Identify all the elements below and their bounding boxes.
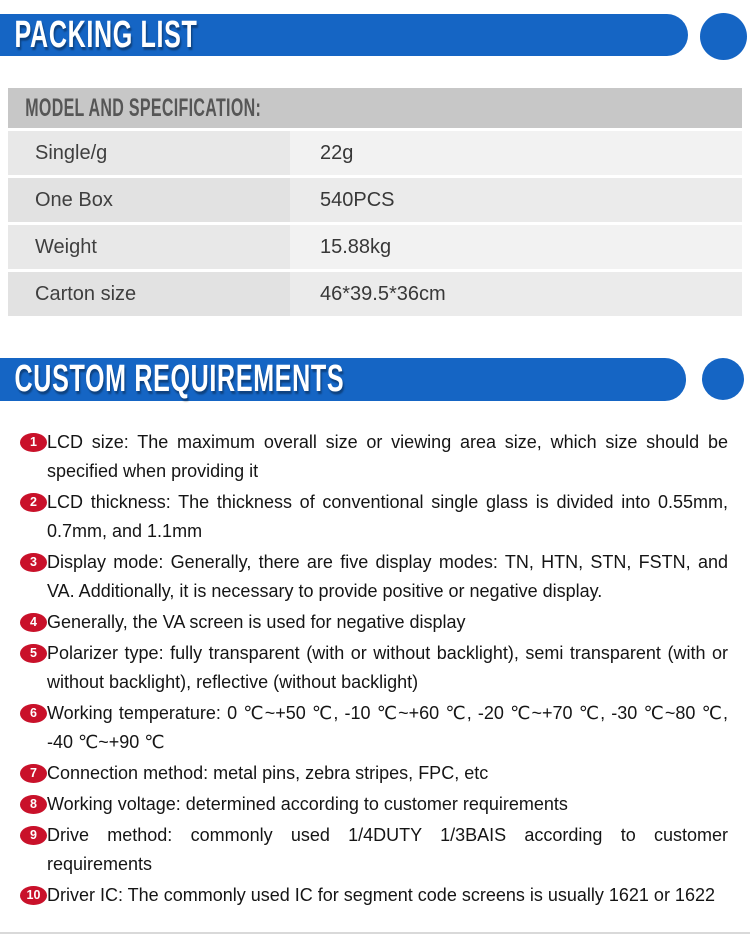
list-item [20, 759, 728, 788]
custom-requirements-banner [0, 358, 686, 401]
spec-value: 15.88kg [290, 225, 742, 269]
list-item [20, 548, 728, 606]
spec-value: 22g [290, 131, 742, 175]
table-row [8, 131, 742, 175]
item-text: LCD size: The maximum overall size or viewing area size, which size should be specified when providing it [47, 432, 728, 481]
item-number-badge: 1 [20, 433, 47, 452]
item-number-badge: 2 [20, 493, 47, 512]
spec-table-header-label: MODEL AND SPECIFICATION: [25, 93, 262, 122]
item-text: LCD thickness: The thickness of conventional single glass is divided into 0.55mm, 0.7mm, and 1.1mm [47, 492, 728, 541]
list-item [20, 790, 728, 819]
item-text: Drive method: commonly used 1/4DUTY 1/3BAIS according to customer requirements [47, 825, 728, 874]
spec-value: 46*39.5*36cm [290, 272, 742, 316]
list-item [20, 608, 728, 637]
spec-table-header [8, 88, 742, 128]
list-item [20, 639, 728, 697]
table-row [8, 225, 742, 269]
item-number-badge: 8 [20, 795, 47, 814]
requirements-list [20, 428, 728, 912]
item-text: Generally, the VA screen is used for negative display [47, 612, 466, 632]
item-number-badge: 7 [20, 764, 47, 783]
item-text: Display mode: Generally, there are five display modes: TN, HTN, STN, FSTN, and VA. Additionally, it is necessary to provide positive or negative display. [47, 552, 728, 601]
list-item [20, 881, 728, 910]
packing-list-title: PACKING LIST [14, 13, 198, 56]
item-text: Connection method: metal pins, zebra stripes, FPC, etc [47, 763, 489, 783]
item-number-badge: 3 [20, 553, 47, 572]
spec-label: Carton size [8, 272, 290, 316]
item-number-badge: 6 [20, 704, 47, 723]
list-item [20, 821, 728, 879]
item-number-badge: 9 [20, 826, 47, 845]
item-text: Driver IC: The commonly used IC for segment code screens is usually 1621 or 1622 [47, 885, 715, 905]
item-text: Working voltage: determined according to customer requirements [47, 794, 568, 814]
spec-value: 540PCS [290, 178, 742, 222]
packing-list-banner [0, 14, 688, 56]
spec-label: Weight [8, 225, 290, 269]
banner-dot-icon [700, 13, 747, 60]
table-row [8, 272, 742, 316]
list-item [20, 699, 728, 757]
spec-label: One Box [8, 178, 290, 222]
item-number-badge: 10 [20, 886, 47, 905]
spec-table [8, 88, 742, 316]
item-number-badge: 4 [20, 613, 47, 632]
table-row [8, 178, 742, 222]
custom-requirements-title: CUSTOM REQUIREMENTS [14, 358, 345, 400]
list-item [20, 428, 728, 486]
banner-dot-icon [702, 358, 744, 400]
spec-label: Single/g [8, 131, 290, 175]
item-number-badge: 5 [20, 644, 47, 663]
item-text: Polarizer type: fully transparent (with or without backlight), semi transparent (with or without backlight), reflective (without backlight) [47, 643, 728, 692]
list-item [20, 488, 728, 546]
item-text: Working temperature: 0 ℃~+50 ℃, -10 ℃~+60 ℃, -20 ℃~+70 ℃, -30 ℃~80 ℃, -40 ℃~+90 ℃ [47, 703, 728, 752]
